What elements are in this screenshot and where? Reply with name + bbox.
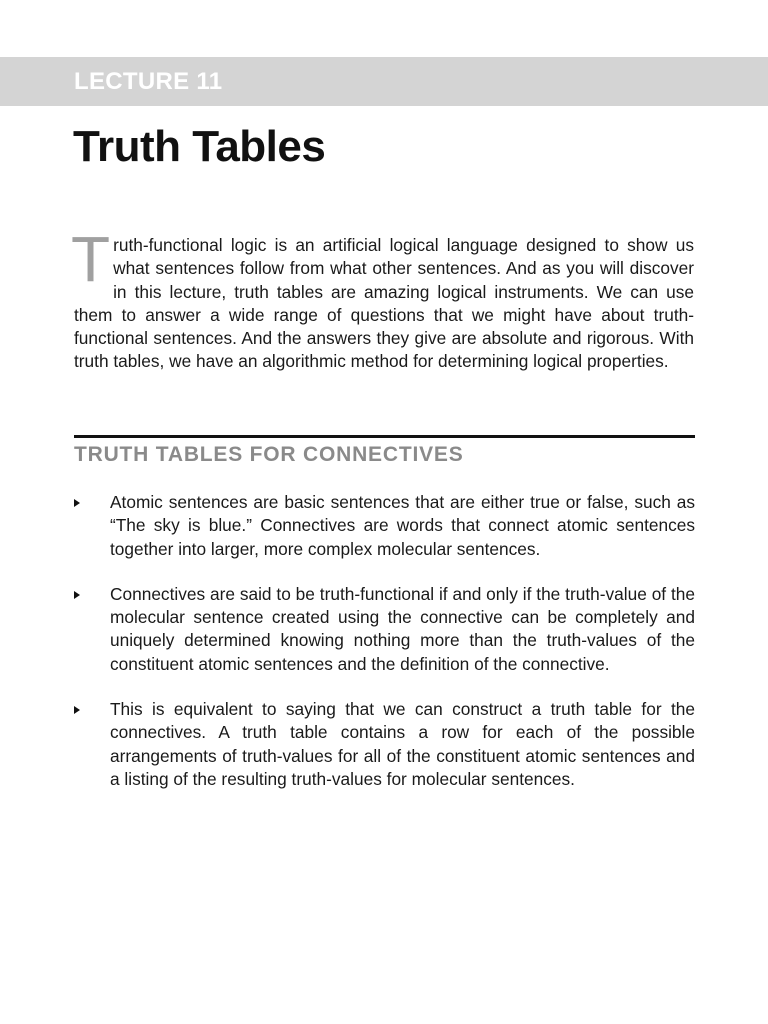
lecture-banner <box>0 57 768 106</box>
bullet-list <box>74 491 695 813</box>
intro-paragraph <box>71 223 694 374</box>
bullet-triangle-icon <box>74 591 80 599</box>
bullet-triangle-icon <box>74 706 80 714</box>
bullet-item <box>74 698 695 791</box>
bullet-triangle-icon <box>74 499 80 507</box>
lecture-label: LECTURE 11 <box>74 68 223 95</box>
bullet-text: This is equivalent to saying that we can construct a truth table for the connectives. A truth table contains a row for each of the possible arrangements of truth-values for all of the constituent atomic sentences and a listing of the resulting truth-values for molecular sentences. <box>110 699 695 789</box>
page-title: Truth Tables <box>73 122 326 171</box>
drop-cap: T <box>71 223 111 295</box>
bullet-text: Connectives are said to be truth-functional if and only if the truth-value of the molecular sentence created using the connective can be completely and uniquely determined knowing nothing more than the truth-values of the constituent atomic sentences and the definition of the connective. <box>110 583 695 674</box>
bullet-item <box>74 583 695 676</box>
section-divider <box>74 435 695 438</box>
intro-text: ruth-functional logic is an artificial logical language designed to show us what sentences follow from what other sentences. And as you will discover in this lecture, truth tables are amazing logical instruments. We can use them to answer a wide range of questions that we might have about truth-functional sentences. And the answers they give are absolute and rigorous. With truth tables, we have an algorithmic method for determining logical properties. <box>74 235 694 372</box>
bullet-item <box>74 491 695 561</box>
section-heading: TRUTH TABLES FOR CONNECTIVES <box>74 443 464 466</box>
bullet-text: Atomic sentences are basic sentences that are either true or false, such as “The sky is blue.” Connectives are words that connect atomic sentences together into larger, more complex molecular sentences. <box>110 492 695 559</box>
